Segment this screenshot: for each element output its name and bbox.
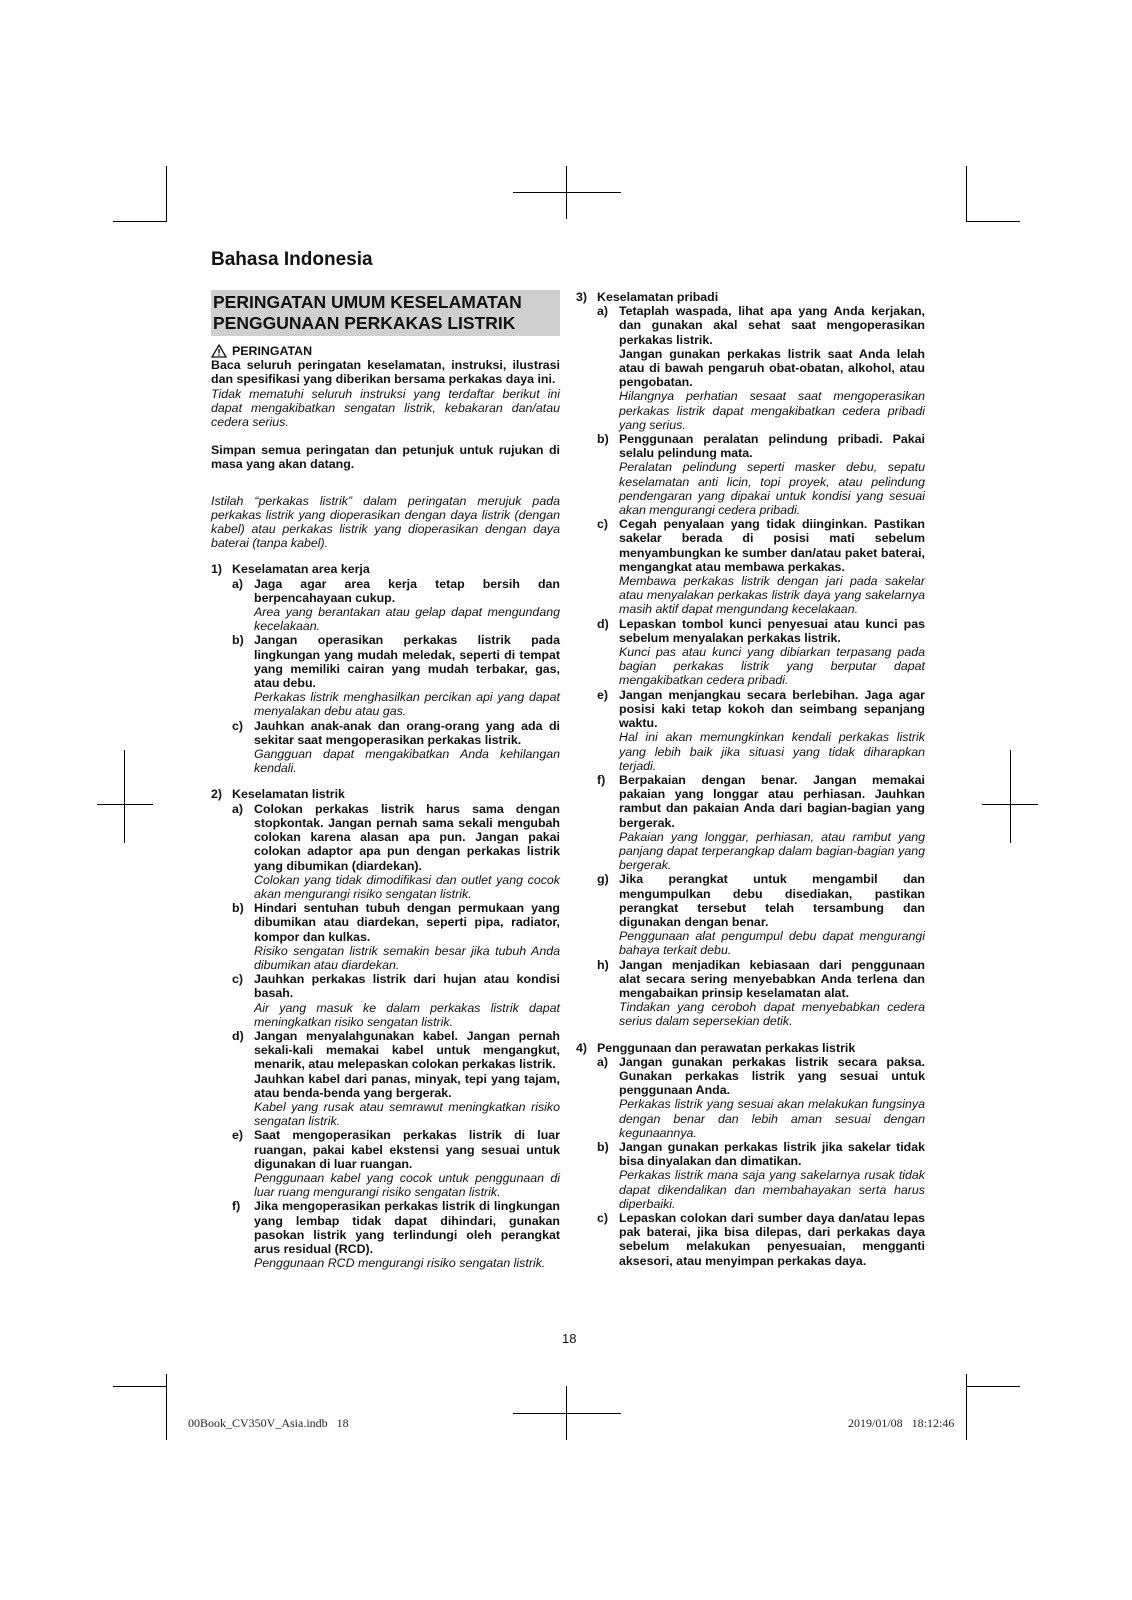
crop-mark-br-h bbox=[966, 1386, 1020, 1387]
term-definition-text: Istilah “perkakas listrik” dalam peringatan merujuk pada perkakas listrik yang dioperasikan dengan daya listrik (dengan kabel) atau perkakas listrik yang dioperasikan dengan daya baterai (tanpa kabel). bbox=[211, 493, 560, 551]
section-4-item-b: b) Jangan gunakan perkakas listrik jika sakelar tidak bisa dinyalakan dan dimatikan. Perkakas listrik mana saja yang sakelarnya rusak tidak dapat dikendalikan dan membahayakan serta harus diperbaiki. bbox=[597, 1139, 925, 1211]
warning-triangle-icon bbox=[211, 344, 227, 358]
section-1-item-a: a) Jaga agar area kerja tetap bersih dan berpencahayaan cukup. Area yang berantakan atau gelap dapat mengundang kecelakaan. bbox=[232, 576, 560, 634]
save-instructions-text: Simpan semua peringatan dan petunjuk untuk rujukan di masa yang akan datang. bbox=[211, 443, 560, 472]
section-2-heading: 2) Keselamatan listrik bbox=[211, 787, 345, 802]
section-2-item-b: b) Hindari sentuhan tubuh dengan permukaan yang dibumikan atau diardekan, seperti pipa, radiator, kompor dan kulkas. Risiko sengatan listrik semakin besar jika tubuh Anda dibumikan atau diardekan. bbox=[232, 901, 560, 972]
warning-heading bbox=[211, 344, 560, 358]
section-2-item-d: d) Jangan menyalahgunakan kabel. Jangan pernah sekali-kali memakai kabel untuk mengangkut, menarik, atau melepaskan colokan perkakas listrik. Jauhkan kabel dari panas, minyak, tepi yang tajam, atau benda-benda yang bergerak. Kabel yang rusak atau semrawut meningkatkan risiko sengatan listrik. bbox=[232, 1028, 560, 1129]
footer-timestamp: 2019/01/08 18:12:46 bbox=[848, 1416, 955, 1430]
section-3-item-h: h) Jangan menjadikan kebiasaan dari penggunaan alat secara sering menyebabkan Anda terlena dan mengabaikan prinsip keselamatan alat. Tindakan yang ceroboh dapat menyebabkan cedera serius dalam sepersekian detik. bbox=[597, 957, 925, 1029]
language-heading: Bahasa Indonesia bbox=[211, 249, 373, 270]
title-line-1: PERINGATAN UMUM KESELAMATAN bbox=[213, 292, 522, 312]
right-column bbox=[576, 290, 925, 1268]
section-1-item-b: b) Jangan operasikan perkakas listrik pada lingkungan yang mudah meledak, seperti di tempat yang memiliki cairan yang mudah terbakar, gas, atau debu. Perkakas listrik menghasilkan percikan api yang dapat menyalakan debu atau gas. bbox=[232, 633, 560, 719]
section-4-item-c: c) Lepaskan colokan dari sumber daya dan/atau lepas pak baterai, jika bisa dilepas, dari perkakas daya sebelum melakukan penyesuaian, mengganti aksesori, atau menyimpan perkakas daya. bbox=[597, 1211, 925, 1268]
section-2-item-a: a) Colokan perkakas listrik harus sama dengan stopkontak. Jangan pernah sama sekali mengubah colokan karena alasan apa pun. Jangan pakai colokan adaptor apa pun dengan perkakas listrik yang dibumikan (diardekan). Colokan yang tidak dimodifikasi dan outlet yang cocok akan mengurangi risiko sengatan listrik. bbox=[232, 801, 560, 901]
reg-mark-right-h bbox=[982, 804, 1038, 805]
section-4-item-a: a) Jangan gunakan perkakas listrik secara paksa. Gunakan perkakas listrik yang sesuai untuk penggunaan Anda. Perkakas listrik yang sesuai akan melakukan fungsinya dengan benar dan lebih aman sesuai dengan kegunaannya. bbox=[597, 1054, 925, 1140]
reg-mark-top-h bbox=[513, 192, 621, 193]
warning-label: PERINGATAN bbox=[232, 344, 313, 358]
reg-mark-left-v bbox=[124, 750, 125, 843]
section-4-heading: 4) Penggunaan dan perawatan perkakas listrik bbox=[576, 1040, 856, 1055]
reg-mark-right-v bbox=[1010, 750, 1011, 843]
section-3-item-d: d) Lepaskan tombol kunci penyesuai atau kunci pas sebelum menyalakan perkakas listrik. Kunci pas atau kunci yang dibiarkan terpasang pada bagian perkakas listrik yang berputar dapat mengakibatkan cedera pribadi. bbox=[597, 616, 925, 688]
crop-mark-bl-h bbox=[113, 1386, 167, 1387]
section-1-heading: 1) Keselamatan area kerja bbox=[211, 562, 370, 577]
section-title-box bbox=[211, 290, 560, 336]
reg-mark-left-h bbox=[97, 804, 153, 805]
crop-mark-tl-h bbox=[113, 221, 167, 222]
section-3-item-e: e) Jangan menjangkau secara berlebihan. Jaga agar posisi kaki tetap kokoh dan seimbang sepanjang waktu. Hal ini akan memungkinkan kendali perkakas listrik yang lebih baik jika situasi yang tidak diharapkan terjadi. bbox=[597, 687, 925, 773]
section-3-item-g: g) Jika perangkat untuk mengambil dan mengumpulkan debu disediakan, pastikan perangkat tersebut telah tersambung dan digunakan dengan benar. Penggunaan alat pengumpul debu dapat mengurangi bahaya terkait debu. bbox=[597, 872, 925, 958]
footer-file-name: 00Book_CV350V_Asia.indb 18 bbox=[188, 1416, 349, 1430]
warning-italic-text: Tidak mematuhi seluruh instruksi yang terdaftar berikut ini dapat mengakibatkan sengatan listrik, kebakaran dan/atau cedera serius. bbox=[211, 386, 560, 430]
section-3-item-c: c) Cegah penyalaan yang tidak diinginkan. Pastikan sakelar berada di posisi mati sebelum menyambungkan ke sumber dan/atau paket baterai, mengangkat atau membawa perkakas. Membawa perkakas listrik dengan jari pada sakelar atau menyalakan perkakas listrik daya yang sakelarnya masih aktif dapat mengundang kecelakaan. bbox=[597, 517, 925, 617]
crop-mark-bl-v bbox=[166, 1374, 167, 1440]
reg-mark-bottom-h bbox=[513, 1413, 621, 1414]
page-number: 18 bbox=[562, 1331, 577, 1346]
section-2-item-f: f) Jika mengoperasikan perkakas listrik di lingkungan yang lembap tidak dapat dihindari, gunakan pasokan listrik yang terlindungi oleh perangkat arus residual (RCD). Penggunaan RCD mengurangi risiko sengatan listrik. bbox=[232, 1199, 560, 1271]
section-1-item-c: c) Jauhkan anak-anak dan orang-orang yang ada di sekitar saat mengoperasikan perkakas listrik. Gangguan dapat mengakibatkan Anda kehilangan kendali. bbox=[232, 718, 560, 776]
warning-bold-text: Baca seluruh peringatan keselamatan, instruksi, ilustrasi dan spesifikasi yang diberikan bersama perkakas daya ini. bbox=[211, 358, 560, 387]
crop-mark-tr-v bbox=[966, 166, 967, 222]
section-3-item-a: a) Tetaplah waspada, lihat apa yang Anda kerjakan, dan gunakan akal sehat saat mengoperasikan perkakas listrik. Jangan gunakan perkakas listrik saat Anda lelah atau di bawah pengaruh obat-obatan, alkohol, atau pengobatan. Hilangnya perhatian sesaat saat mengoperasikan perkakas listrik dapat mengakibatkan cedera pribadi yang serius. bbox=[597, 304, 925, 432]
crop-mark-br-v bbox=[966, 1374, 967, 1440]
title-line-2: PENGGUNAAN PERKAKAS LISTRIK bbox=[213, 313, 516, 333]
crop-mark-tl-v bbox=[166, 166, 167, 222]
section-3-item-b: b) Penggunaan peralatan pelindung pribadi. Pakai selalu pelindung mata. Peralatan pelindung seperti masker debu, sepatu keselamatan anti licin, topi proyek, atau pelindung pendengaran yang dipakai untuk kondisi yang sesuai akan mengurangi cedera pribadi. bbox=[597, 432, 925, 518]
left-column bbox=[211, 290, 560, 1270]
section-2-item-e: e) Saat mengoperasikan perkakas listrik di luar ruangan, pakai kabel ekstensi yang sesuai untuk digunakan di luar ruangan. Penggunaan kabel yang cocok untuk penggunaan di luar ruang mengurangi risiko sengatan listrik. bbox=[232, 1128, 560, 1200]
section-3-heading: 3) Keselamatan pribadi bbox=[576, 290, 719, 304]
section-3-item-f: f) Berpakaian dengan benar. Jangan memakai pakaian yang longgar atau perhiasan. Jauhkan rambut dan pakaian Anda dari bagian-bagian yang bergerak. Pakaian yang longgar, perhiasan, atau rambut yang panjang dapat terperangkap dalam bagian-bagian yang bergerak. bbox=[597, 772, 925, 873]
section-2-item-c: c) Jauhkan perkakas listrik dari hujan atau kondisi basah. Air yang masuk ke dalam perkakas listrik dapat meningkatkan risiko sengatan listrik. bbox=[232, 972, 560, 1029]
crop-mark-tr-h bbox=[966, 221, 1020, 222]
